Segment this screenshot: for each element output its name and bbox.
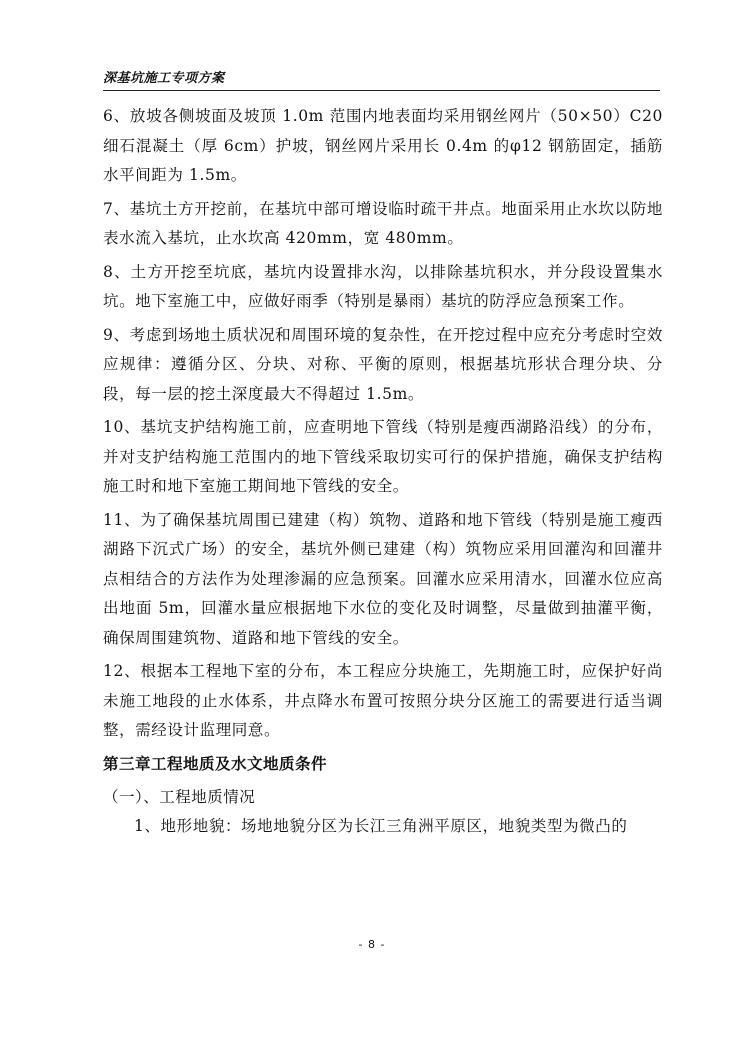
section-paragraph: 1、地形地貌：场地地貌分区为长江三角洲平原区，地貌类型为微凸的 — [134, 816, 628, 835]
section-heading: （一）、工程地质情况 — [103, 787, 256, 806]
paragraph-8: 8、土方开挖至坑底，基坑内设置排水沟，以排除基坑积水，并分段设置集水坑。地下室施工中，应做好雨季（特别是暴雨）基坑的防浮应急预案工作。 — [103, 262, 663, 310]
chapter-heading: 第三章工程地质及水文地质条件 — [103, 754, 328, 773]
paragraph-7: 7、基坑土方开挖前，在基坑中部可增设临时疏干井点。地面采用止水坎以防地表水流入基坑，止水坎高 420mm，宽 480mm。 — [103, 199, 663, 247]
page-content — [103, 102, 663, 841]
page-header — [103, 70, 660, 91]
page-number: - 8 - — [358, 938, 386, 951]
paragraph-9: 9、考虑到场地土质状况和周围环境的复杂性，在开挖过程中应充分考虑时空效应规律：遵循分区、分块、对称、平衡的原则，根据基坑形状合理分块、分段，每一层的挖土深度最大不得超过 1.5m。 — [103, 325, 663, 403]
header-title: 深基坑施工专项方案 — [103, 71, 225, 86]
paragraph-6: 6、放坡各侧坡面及坡顶 1.0m 范围内地表面均采用钢丝网片（50×50）C20 细石混凝土（厚 6cm）护坡，钢丝网片采用长 0.4m 的φ12 钢筋固定，插筋水平间距为 1.5m。 — [103, 107, 663, 184]
paragraph-12: 12、根据本工程地下室的分布，本工程应分块施工，先期施工时，应保护好尚未施工地段的止水体系，井点降水布置可按照分块分区施工的需要进行适当调整，需经设计监理同意。 — [103, 662, 663, 739]
paragraph-10: 10、基坑支护结构施工前，应查明地下管线（特别是瘦西湖路沿线）的分布，并对支护结构施工范围内的地下管线采取切实可行的保护措施，确保支护结构施工时和地下室施工期间地下管线的安全。 — [103, 418, 663, 495]
paragraph-11: 11、为了确保基坑周围已建建（构）筑物、道路和地下管线（特别是施工瘦西湖路下沉式广场）的安全，基坑外侧已建建（构）筑物应采用回灌沟和回灌井点相结合的方法作为处理渗漏的应急预案。回灌水应采用清水，回灌水位应高出地面 5m，回灌水量应根据地下水位的变化及时调整，尽量做到抽灌平衡，确保周围建筑物、道路和地下管线的安全。 — [103, 510, 663, 647]
